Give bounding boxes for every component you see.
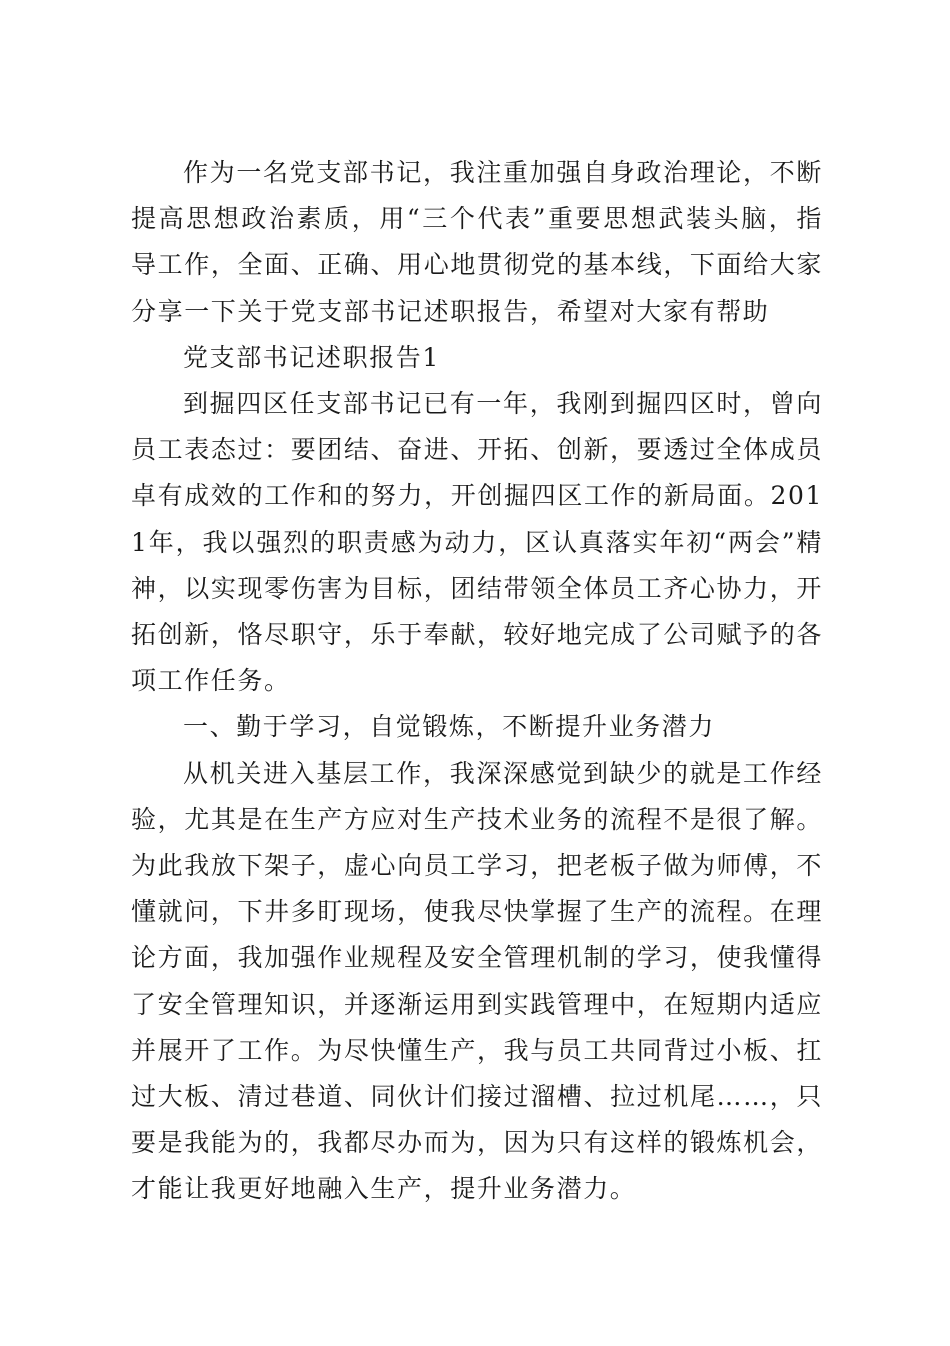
body-paragraph-1: 到掘四区任支部书记已有一年，我刚到掘四区时，曾向员工表态过：要团结、奋进、开拓、创新，要透过全体成员卓有成效的工作和的努力，开创掘四区工作的新局面。2011年，我以强烈的职责感为动力，区认真落实年初“两会”精神，以实现零伤害为目标，团结带领全体员工齐心协力，开拓创新，恪尽职守，乐于奉献，较好地完成了公司赋予的各项工作任务。 bbox=[131, 389, 823, 696]
document-body bbox=[131, 150, 823, 1213]
report-title: 党支部书记述职报告1 bbox=[183, 342, 440, 372]
intro-paragraph: 作为一名党支部书记，我注重加强自身政治理论，不断提高思想政治素质，用“三个代表”重要思想武装头脑，指导工作，全面、正确、用心地贯彻党的基本线，下面给大家分享一下关于党支部书记述职报告，希望对大家有帮助 bbox=[131, 158, 823, 326]
body-paragraph-2: 从机关进入基层工作，我深深感觉到缺少的就是工作经验，尤其是在生产方应对生产技术业务的流程不是很了解。为此我放下架子，虚心向员工学习，把老板子做为师傅，不懂就问，下井多盯现场，使我尽快掌握了生产的流程。在理论方面，我加强作业规程及安全管理机制的学习，使我懂得了安全管理知识，并逐渐运用到实践管理中，在短期内适应并展开了工作。为尽快懂生产，我与员工共同背过小板、扛过大板、清过巷道、同伙计们接过溜槽、拉过机尾……，只要是我能为的，我都尽办而为，因为只有这样的锻炼机会，才能让我更好地融入生产，提升业务潜力。 bbox=[131, 758, 823, 1204]
section-heading-1: 一、勤于学习，自觉锻炼，不断提升业务潜力 bbox=[183, 712, 716, 742]
